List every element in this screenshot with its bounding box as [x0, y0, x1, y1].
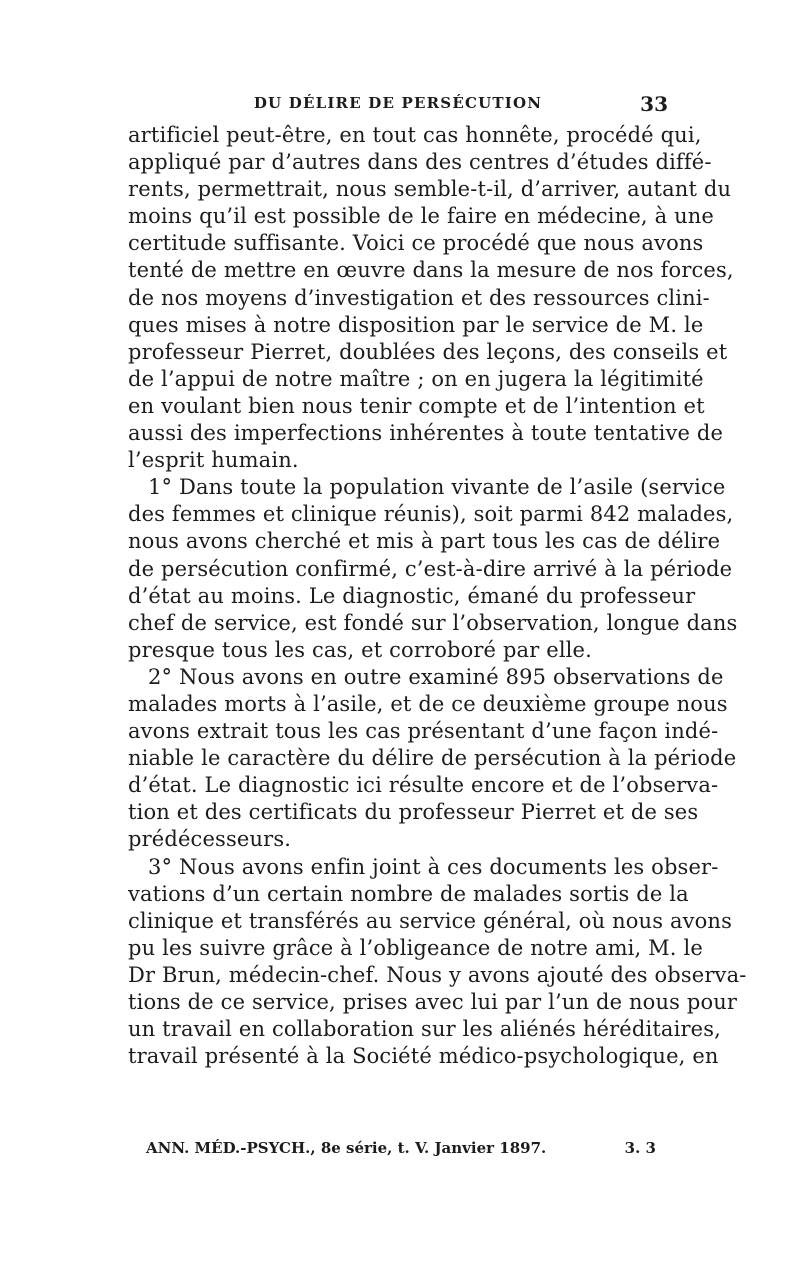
- text-line: tenté de mettre en œuvre dans la mesure de nos forces,: [128, 258, 734, 283]
- text-line: 1° Dans toute la population vivante de l’asile (service: [148, 475, 726, 500]
- text-line: moins qu’il est possible de le faire en médecine, à une: [128, 204, 714, 229]
- text-line: de l’appui de notre maître ; on en jugera la légitimité: [128, 366, 704, 391]
- text-line: d’état au moins. Le diagnostic, émané du professeur: [128, 583, 696, 608]
- text-line: ques mises à notre disposition par le service de M. le: [128, 312, 704, 337]
- text-line: artificiel peut-être, en tout cas honnête, procédé qui,: [128, 123, 702, 147]
- page-footer: [146, 1139, 666, 1161]
- body-text: [128, 122, 747, 1070]
- text-line: malades morts à l’asile, et de ce deuxième groupe nous: [128, 691, 728, 716]
- text-line: chef de service, est fondé sur l’observation, longue dans: [128, 610, 738, 635]
- text-line: un travail en collaboration sur les aliénés héréditaires,: [128, 1017, 721, 1042]
- text-line: pu les suivre grâce à l’obligeance de notre ami, M. le: [128, 935, 703, 960]
- text-line: Dr Brun, médecin-chef. Nous y avons ajouté des observa-: [128, 962, 747, 987]
- text-line: presque tous les cas, et corroboré par elle.: [128, 637, 592, 662]
- text-line: niable le caractère du délire de persécution à la période: [128, 746, 737, 771]
- text-line: 2° Nous avons en outre examiné 895 observations de: [148, 664, 724, 689]
- text-line: 3° Nous avons enfin joint à ces documents les obser-: [148, 854, 719, 879]
- text-line: l’esprit humain.: [128, 448, 299, 473]
- page-number: 33: [640, 92, 668, 116]
- text-line: tions de ce service, prises avec lui par l’un de nous pour: [128, 990, 738, 1014]
- text-line: professeur Pierret, doublées des leçons, des conseils et: [128, 339, 728, 364]
- text-line: vations d’un certain nombre de malades sortis de la: [128, 881, 689, 906]
- text-line: avons extrait tous les cas présentant d’une façon indé-: [128, 719, 719, 744]
- text-line: rents, permettrait, nous semble-t-il, d’arriver, autant du: [128, 177, 732, 202]
- journal-citation: ANN. MÉD.-PSYCH., 8e série, t. V. Janvier 1897.: [146, 1139, 547, 1157]
- signature-mark: 3. 3: [624, 1139, 656, 1157]
- text-line: de persécution confirmé, c’est-à-dire arrivé à la période: [128, 556, 733, 581]
- text-line: clinique et transférés au service général, où nous avons: [128, 908, 733, 933]
- text-line: prédécesseurs.: [128, 827, 292, 852]
- page-header: [128, 92, 668, 116]
- running-head: DU DÉLIRE DE PERSÉCUTION: [253, 94, 543, 112]
- text-line: travail présenté à la Société médico-psychologique, en: [128, 1044, 719, 1069]
- text-line: aussi des imperfections inhérentes à toute tentative de: [128, 421, 724, 446]
- text-line: en voulant bien nous tenir compte et de l’intention et: [128, 393, 705, 418]
- text-line: certitude suffisante. Voici ce procédé que nous avons: [128, 231, 704, 256]
- text-line: de nos moyens d’investigation et des ressources clini-: [128, 285, 710, 310]
- text-line: d’état. Le diagnostic ici résulte encore et de l’observa-: [128, 773, 719, 798]
- text-line: tion et des certificats du professeur Pierret et de ses: [128, 800, 699, 825]
- text-line: nous avons cherché et mis à part tous les cas de délire: [128, 529, 721, 554]
- text-line: appliqué par d’autres dans des centres d’études diffé-: [128, 150, 712, 175]
- text-line: des femmes et clinique réunis), soit parmi 842 malades,: [128, 502, 734, 527]
